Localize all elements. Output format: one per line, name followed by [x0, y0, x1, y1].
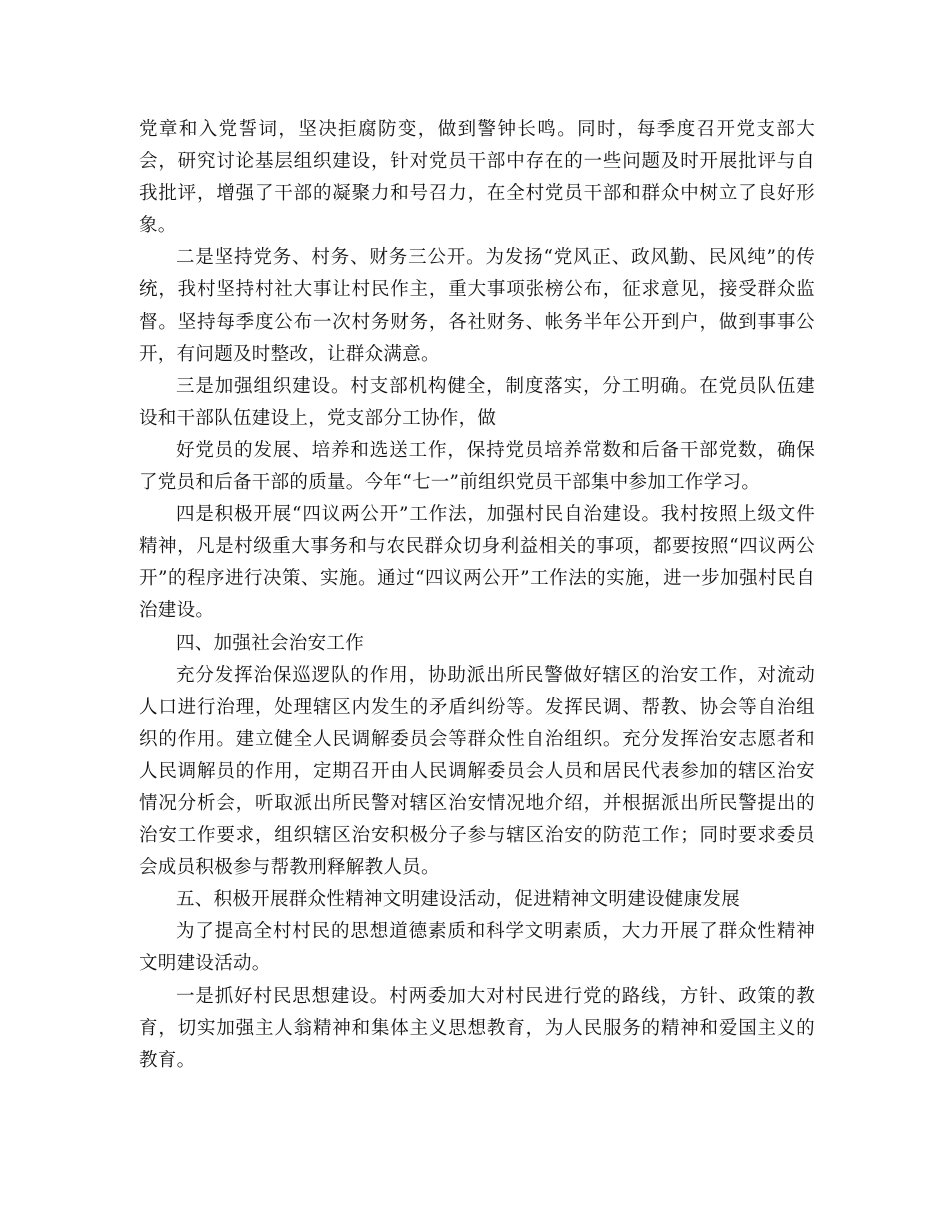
document-body — [139, 114, 815, 1077]
paragraph: 一是抓好村民思想建设。村两委加大对村民进行党的路线，方针、政策的教育，切实加强主人翁精神和集体主义思想教育，为人民服务的精神和爱国主义的教育。 — [139, 985, 815, 1071]
paragraph: 三是加强组织建设。村支部机构健全，制度落实，分工明确。在党员队伍建设和干部队伍建设上，党支部分工协作，做 — [139, 375, 815, 429]
paragraph: 充分发挥治保巡逻队的作用，协助派出所民警做好辖区的治安工作，对流动人口进行治理，处理辖区内发生的矛盾纠纷等。发挥民调、帮教、协会等自治组织的作用。建立健全人民调解委员会等群众性自治组织。充分发挥治安志愿者和人民调解员的作用，定期召开由人民调解委员会人员和居民代表参加的辖区治安情况分析会，听取派出所民警对辖区治安情况地介绍，并根据派出所民警提出的治安工作要求，组织辖区治安积极分子参与辖区治安的防范工作；同时要求委员会成员积极参与帮教刑释解教人员。 — [139, 664, 815, 879]
section-heading: 五、积极开展群众性精神文明建设活动，促进精神文明建设健康发展 — [176, 889, 741, 911]
section-heading: 四、加强社会治安工作 — [176, 632, 365, 654]
paragraph: 党章和入党誓词，坚决拒腐防变，做到警钟长鸣。同时，每季度召开党支部大会，研究讨论基层组织建设，针对党员干部中存在的一些问题及时开展批评与自我批评，增强了干部的凝聚力和号召力，在全村党员干部和群众中树立了良好形象。 — [139, 119, 815, 237]
paragraph: 好党员的发展、培养和选送工作，保持党员培养常数和后备干部党数，确保了党员和后备干部的质量。今年“七一”前组织党员干部集中参加工作学习。 — [139, 439, 815, 494]
paragraph: 四是积极开展“四议两公开”工作法，加强村民自治建设。我村按照上级文件精神，凡是村级重大事务和与农民群众切身利益相关的事项，都要按照“四议两公开”的程序进行决策、实施。通过“四议两公开”工作法的实施，进一步加强村民自治建设。 — [139, 504, 815, 622]
paragraph: 为了提高全村村民的思想道德素质和科学文明素质，大力开展了群众性精神文明建设活动。 — [139, 921, 815, 975]
paragraph: 二是坚持党务、村务、财务三公开。为发扬“党风正、政风勤、民风纯”的传统，我村坚持村社大事让村民作主，重大事项张榜公布，征求意见，接受群众监督。坚持每季度公布一次村务财务，各社财务、帐务半年公开到户，做到事事公开，有问题及时整改，让群众满意。 — [139, 247, 815, 365]
